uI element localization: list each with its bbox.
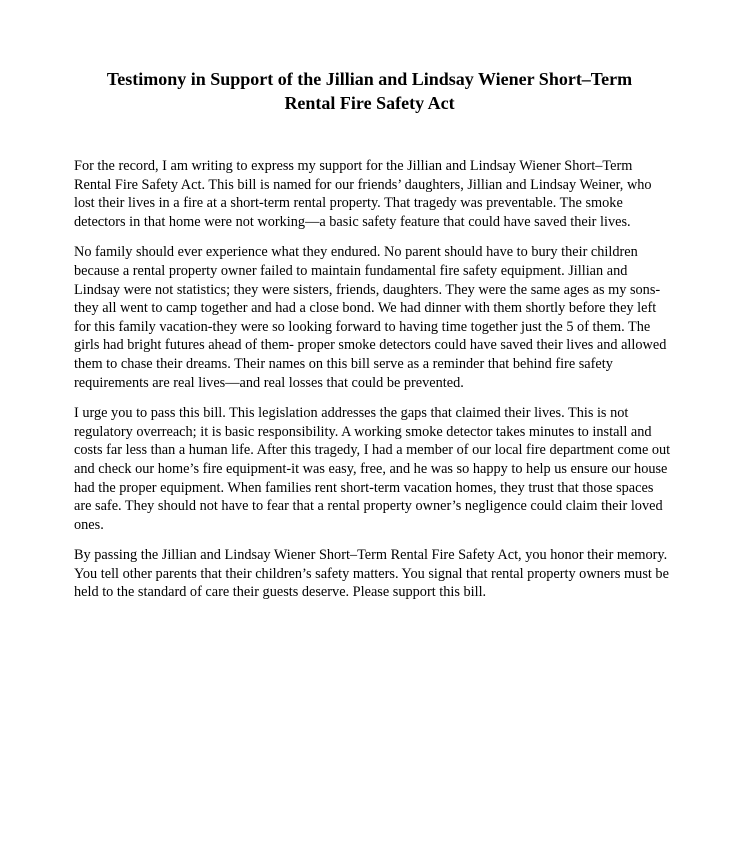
title-line-1: Testimony in Support of the Jillian and Lindsay Wiener Short–Term: [106, 69, 633, 89]
paragraph-2: No family should ever experience what they endured. No parent should have to bury their children because a rental property owner failed to maintain fundamental fire safety equipment. Jillian and Lindsay were not statistics; they were sisters, friends, daughters. They were the same ages as my sons-they all went to camp together and had a close bond. We had dinner with them shortly before they left for this family vacation-they were so looking forward to having time together just the 5 of them. The girls had bright futures ahead of them- proper smoke detectors could have saved their lives and allowed them to chase their dreams. Their names on this bill serve as a reminder that behind fire safety requirements are real lives—and real losses that could be prevented.: [74, 244, 667, 391]
paragraph-3: I urge you to pass this bill. This legislation addresses the gaps that claimed their lives. This is not regulatory overreach; it is basic responsibility. A working smoke detector takes minutes to install and costs far less than a human life. After this tragedy, I had a member of our local fire department come out and check our home’s fire equipment-it was easy, free, and he was so happy to help us ensure our house had the proper equipment. When families rent short-term vacation homes, they trust that those spaces are safe. They should not have to fear that a rental property owner’s negligence could claim their loved ones.: [74, 405, 671, 533]
page-title: [60, 67, 679, 115]
document-body: [74, 157, 671, 614]
paragraph-1: For the record, I am writing to express my support for the Jillian and Lindsay Wiener Short–Term Rental Fire Safety Act. This bill is named for our friends’ daughters, Jillian and Lindsay Weiner, who lost their lives in a fire at a short-term rental property. That tragedy was preventable. The smoke detectors in that home were not working—a basic safety feature that could have saved their lives.: [74, 158, 652, 230]
paragraph-4: By passing the Jillian and Lindsay Wiener Short–Term Rental Fire Safety Act, you honor their memory. You tell other parents that their children’s safety matters. You signal that rental property owners must be held to the standard of care their guests deserve. Please support this bill.: [74, 547, 669, 601]
title-line-2: Rental Fire Safety Act: [284, 93, 455, 113]
